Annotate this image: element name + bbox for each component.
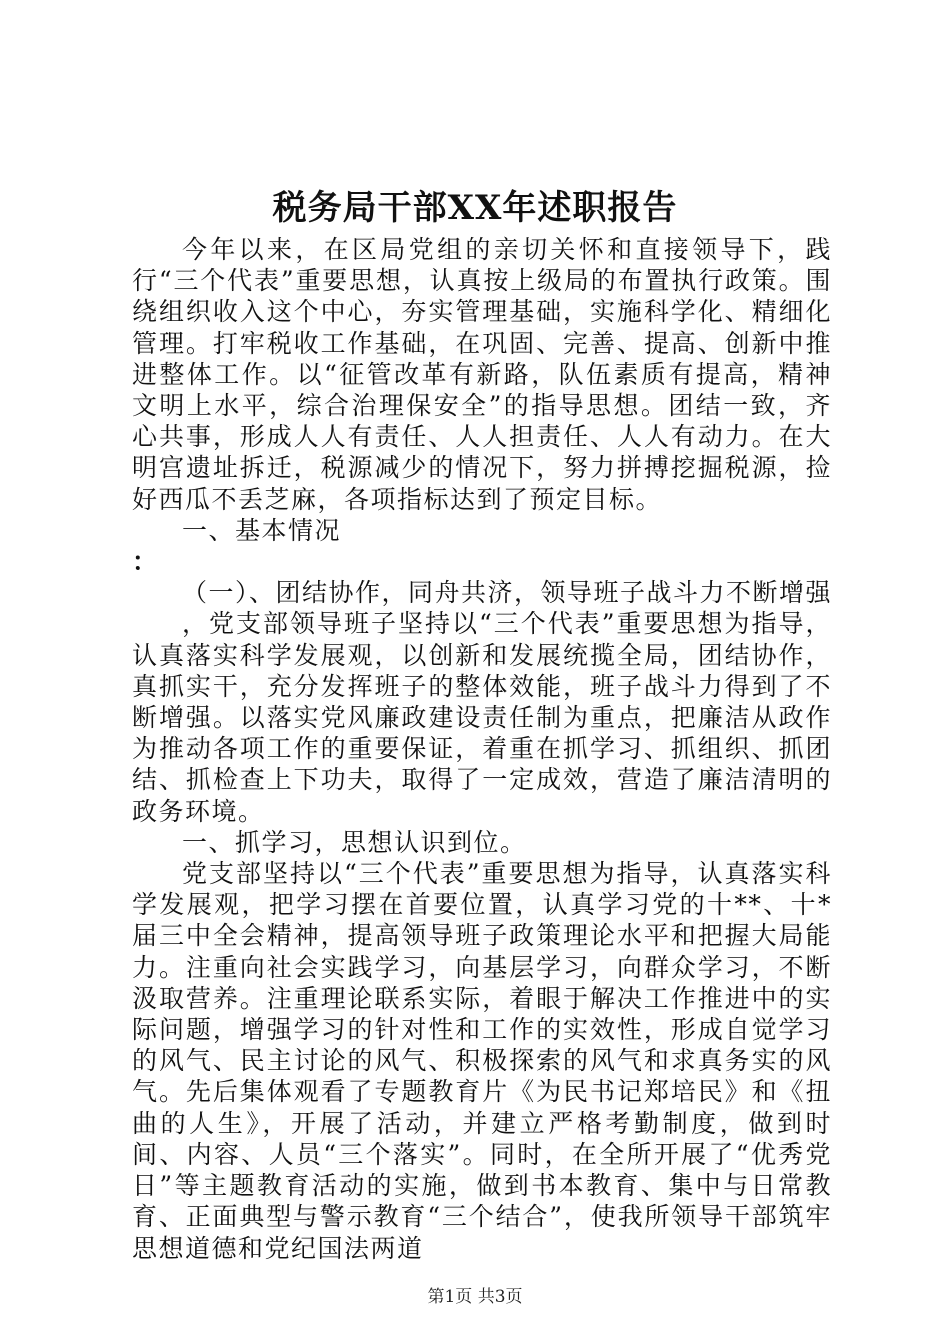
document-body: [132, 234, 832, 1264]
section-heading-study: 一、抓学习，思想认识到位。: [182, 827, 527, 857]
subsection-heading-1: （一）、团结协作，同舟共济，领导班子战斗力不断增强: [182, 578, 833, 608]
colon-line: ：: [132, 547, 159, 577]
document-title: 税务局干部XX年述职报告: [272, 188, 678, 228]
leadership-paragraph: ，党支部领导班子坚持以“三个代表”重要思想为指导，认真落实科学发展观，以创新和发展统揽全局，团结协作，真抓实干，充分发挥班子的整体效能，班子战斗力得到了不断增强。以落实党风廉政建设责任制为重点，把廉洁从政作为推动各项工作的重要保证，着重在抓学习、抓组织、抓团结、抓检查上下功夫，取得了一定成效，营造了廉洁清明的政务环境。: [132, 609, 832, 826]
section-heading-basic: 一、基本情况: [182, 515, 342, 545]
intro-paragraph: 今年以来，在区局党组的亲切关怀和直接领导下，践行“三个代表”重要思想，认真按上级局的布置执行政策。围绕组织收入这个中心，夯实管理基础，实施科学化、精细化管理。打牢税收工作基础，在巩固、完善、提高、创新中推进整体工作。以“征管改革有新路，队伍素质有提高，精神文明上水平，综合治理保安全”的指导思想。团结一致，齐心共事，形成人人有责任、人人担责任、人人有动力。在大明宫遗址拆迁，税源减少的情况下，努力拼搏挖掘税源，捡好西瓜不丢芝麻，各项指标达到了预定目标。: [132, 235, 832, 514]
page-footer: 第1页 共3页: [427, 1287, 523, 1307]
study-paragraph: 党支部坚持以“三个代表”重要思想为指导，认真落实科学发展观，把学习摆在首要位置，认真学习党的十**、十*届三中全会精神，提高领导班子政策理论水平和把握大局能力。注重向社会实践学习，向基层学习，向群众学习，不断汲取营养。注重理论联系实际，着眼于解决工作推进中的实际问题，增强学习的针对性和工作的实效性，形成自觉学习的风气、民主讨论的风气、积极探索的风气和求真务实的风气。先后集体观看了专题教育片《为民书记郑培民》和《扭曲的人生》，开展了活动，并建立严格考勤制度，做到时间、内容、人员“三个落实”。同时，在全所开展了“优秀党日”等主题教育活动的实施，做到书本教育、集中与日常教育、正面典型与警示教育“三个结合”，使我所领导干部筑牢思想道德和党纪国法两道: [132, 859, 832, 1263]
